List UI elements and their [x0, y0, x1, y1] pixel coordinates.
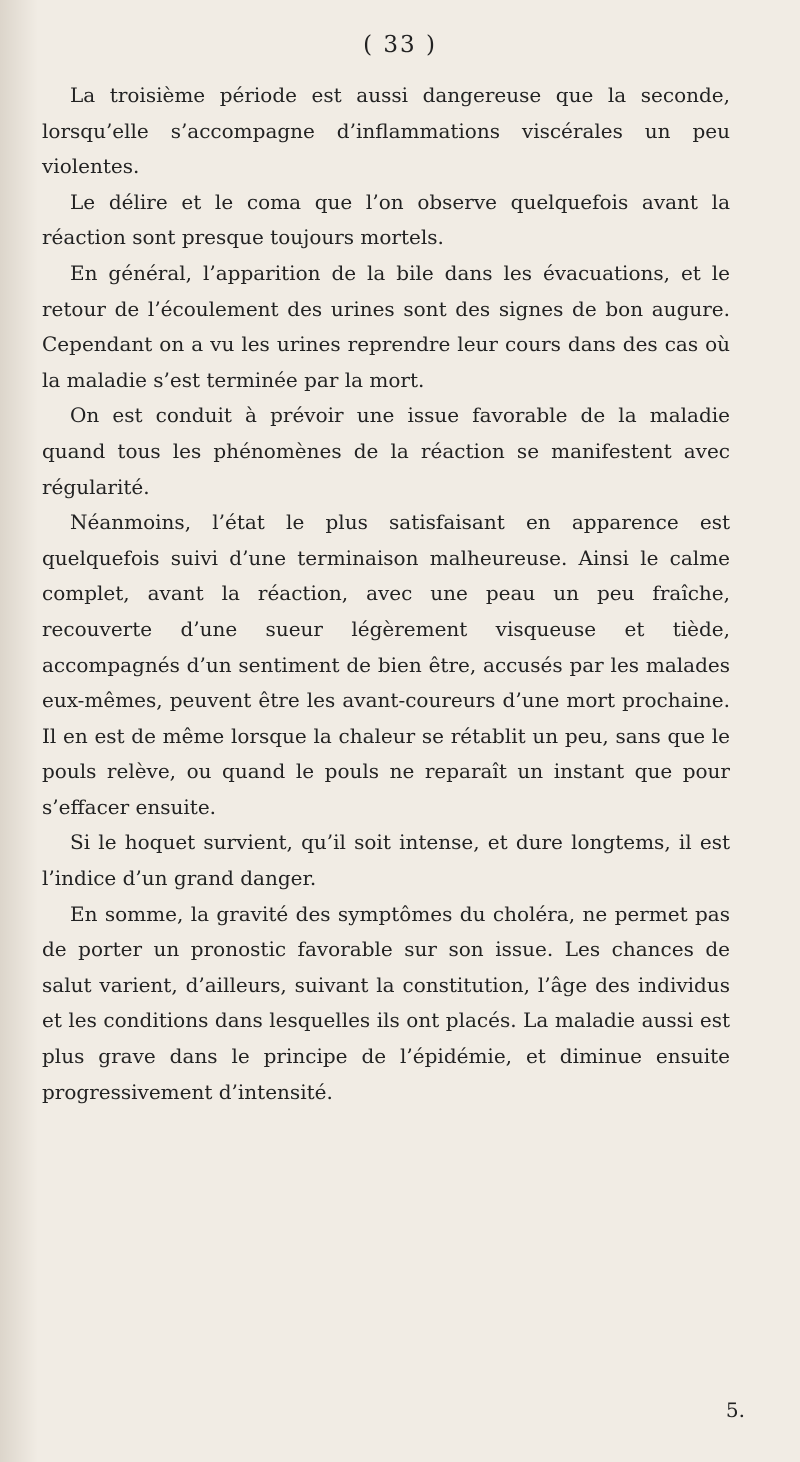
signature-mark: 5. — [725, 1398, 745, 1422]
binding-gutter — [0, 0, 38, 1462]
paragraph: Le délire et le coma que l’on observe quelquefois avant la réaction sont presque toujours mortels. — [42, 189, 730, 250]
paragraph: La troisième période est aussi dangereuse que la seconde, lorsqu’elle s’accompagne d’inflammations viscérales un peu violentes. — [42, 83, 730, 179]
paragraph: Néanmoins, l’état le plus satisfaisant en apparence est quelquefois suivi d’une terminaison malheureuse. Ainsi le calme complet, avant la réaction, avec une peau un peu fraîche, recouverte d’une sueur légèrement visqueuse et tiède, accompagnés d’un sentiment de bien être, accusés par les malades eux-mêmes, peuvent être les avant-coureurs d’une mort prochaine. Il en est de même lorsque la chaleur se rétablit un peu, sans que le pouls relève, ou quand le pouls ne reparaît un instant que pour s’effacer ensuite. — [42, 510, 730, 819]
paragraph: Si le hoquet survient, qu’il soit intense, et dure longtems, il est l’indice d’un grand danger. — [42, 830, 730, 891]
paragraph: En somme, la gravité des symptômes du choléra, ne permet pas de porter un pronostic favorable sur son issue. Les chances de salut varient, d’ailleurs, suivant la constitution, l’âge des individus et les conditions dans lesquelles ils ont placés. La maladie aussi est plus grave dans le principe de l’épidémie, et diminue ensuite progressivement d’intensité. — [42, 901, 730, 1104]
body-text — [42, 78, 730, 1110]
page-number-header: ( 33 ) — [363, 32, 437, 58]
paragraph: En général, l’apparition de la bile dans les évacuations, et le retour de l’écoulement des urines sont des signes de bon augure. Cependant on a vu les urines reprendre leur cours dans des cas où la maladie s’est terminée par la mort. — [42, 260, 730, 392]
paragraph: On est conduit à prévoir une issue favorable de la maladie quand tous les phénomènes de la réaction se manifestent avec régularité. — [42, 403, 730, 499]
